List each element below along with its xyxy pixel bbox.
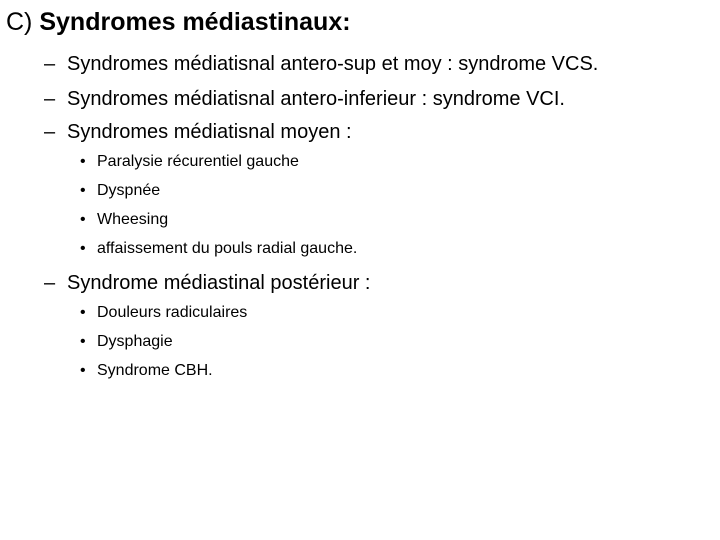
bullet-marker: •	[80, 182, 86, 199]
sub-list-item-text: Wheesing	[97, 211, 169, 228]
sub-list-item-text: Dyspnée	[97, 182, 161, 199]
title-main: Syndromes médiastinaux:	[39, 8, 351, 36]
dash-marker: –	[44, 121, 56, 143]
bullet-marker: •	[80, 153, 86, 170]
bullet-marker: •	[80, 333, 86, 350]
slide-title	[6, 6, 351, 38]
dash-marker: –	[44, 88, 56, 110]
dash-marker: –	[44, 53, 56, 75]
title-prefix: C)	[6, 8, 33, 36]
sub-list-item-text: Douleurs radiculaires	[97, 304, 248, 321]
bullet-marker: •	[80, 362, 86, 379]
sub-list-item-text: affaissement du pouls radial gauche.	[97, 240, 358, 257]
bullet-marker: •	[80, 211, 86, 228]
list-item-text: Syndromes médiatisnal moyen :	[67, 121, 352, 143]
list-item-text: Syndromes médiatisnal antero-inferieur : syndrome VCI.	[67, 88, 565, 110]
sub-list-item-text: Dysphagie	[97, 333, 173, 350]
list-item-text: Syndrome médiastinal postérieur :	[67, 272, 371, 294]
bullet-marker: •	[80, 304, 86, 321]
bullet-marker: •	[80, 240, 86, 257]
list-item-text: Syndromes médiatisnal antero-sup et moy : syndrome VCS.	[67, 53, 599, 75]
sub-list-item-text: Paralysie récurentiel gauche	[97, 153, 299, 170]
dash-marker: –	[44, 272, 56, 294]
sub-list-item-text: Syndrome CBH.	[97, 362, 213, 379]
